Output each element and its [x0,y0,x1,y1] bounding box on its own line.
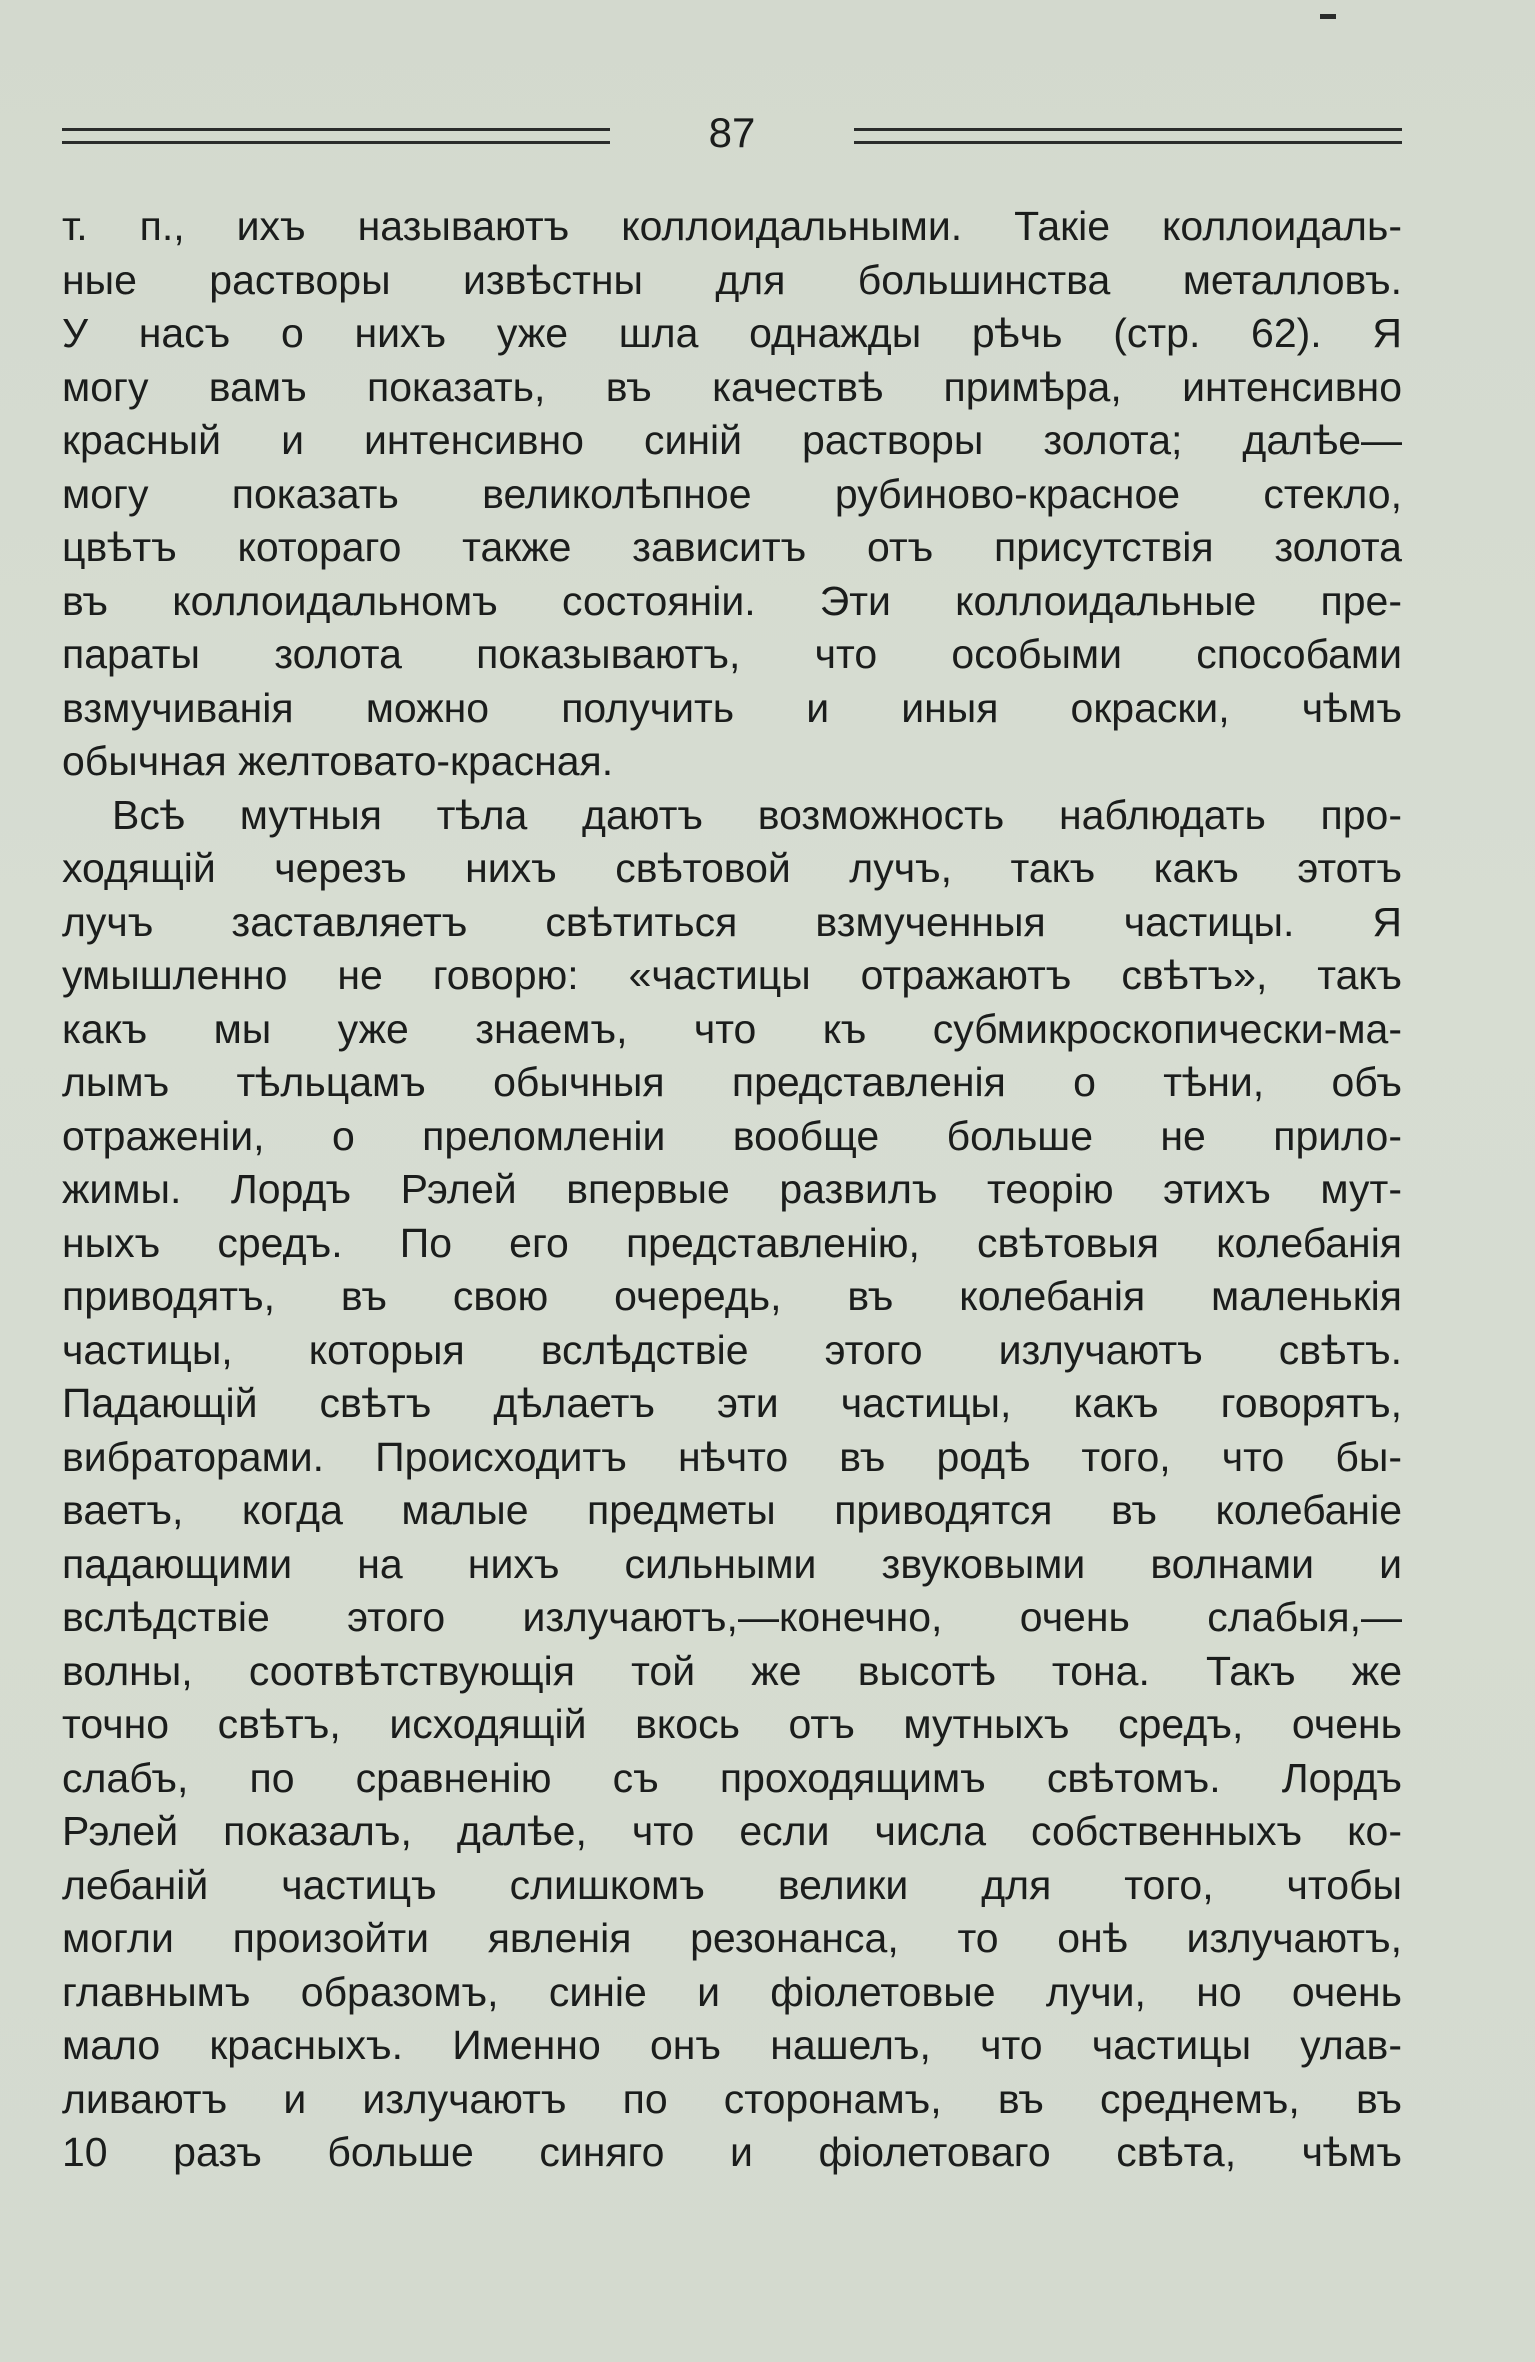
text-line: У насъ о нихъ уже шла однажды рѣчь (стр. 62). Я [62,310,1402,356]
paragraph-2 [62,789,1402,2180]
text-line: умышленно не говорю: «частицы отражаютъ свѣтъ», такъ [62,952,1402,998]
text-line: приводятъ, въ свою очередь, въ колебанія маленькія [62,1273,1402,1319]
text-line: ваетъ, когда малые предметы приводятся въ колебаніе [62,1487,1402,1533]
text-line: ныхъ средъ. По его представленію, свѣтовыя колебанія [62,1219,1402,1266]
text-line: красный и интенсивно синій растворы золота; далѣе— [62,417,1402,463]
text-line: Рэлей показалъ, далѣе, что если числа собственныхъ ко- [62,1808,1402,1854]
text-line: вибраторами. Происходитъ нѣчто въ родѣ того, что бы- [62,1433,1402,1480]
text-line: могли произойти явленія резонанса, то онѣ излучаютъ, [62,1915,1402,1961]
text-line: 10 разъ больше синяго и фіолетоваго свѣта, чѣмъ [62,2129,1402,2175]
text-line: частицы, которыя вслѣдствіе этого излучаютъ свѣтъ. [62,1326,1402,1373]
text-line: слабъ, по сравненію съ проходящимъ свѣтомъ. Лордъ [62,1754,1402,1801]
header-rule-right [854,128,1402,144]
text-line: вслѣдствіе этого излучаютъ,—конечно, очень слабыя,— [62,1594,1402,1640]
text-line: падающими на нихъ сильными звуковыми волнами и [62,1540,1402,1587]
page-number: 87 [708,109,756,156]
text-line: параты золота показываютъ, что особыми способами [62,631,1402,677]
text-line: Всѣ мутныя тѣла даютъ возможность наблюдать про- [112,791,1402,838]
corner-mark [1320,14,1336,19]
text-line: лебаній частицъ слишкомъ велики для того, чтобы [62,1861,1402,1908]
text-line: мало красныхъ. Именно онъ нашелъ, что частицы улав- [62,2022,1402,2068]
page-header [62,108,1402,158]
text-line: отраженіи, о преломленіи вообще больше не прило- [62,1112,1402,1159]
text-line: ливаютъ и излучаютъ по сторонамъ, въ среднемъ, въ [62,2075,1402,2122]
text-line: лымъ тѣльцамъ обычныя представленія о тѣни, объ [62,1059,1402,1105]
body-text [62,200,1402,2180]
text-line: лучъ заставляетъ свѣтиться взмученныя частицы. Я [62,898,1402,945]
header-rule-left [62,128,610,144]
text-line: взмучиванія можно получить и иныя окраски, чѣмъ [62,684,1402,731]
text-line: ные растворы извѣстны для большинства металловъ. [62,256,1402,303]
text-line: точно свѣтъ, исходящій вкось отъ мутныхъ средъ, очень [62,1701,1402,1747]
text-line: цвѣтъ котораго также зависитъ отъ присутствія золота [62,524,1402,570]
text-line: могу показать великолѣпное рубиново-красное стекло, [62,470,1402,517]
text-line: какъ мы уже знаемъ, что къ субмикроскопически-ма- [62,1005,1402,1052]
paragraph-1 [62,200,1402,789]
text-line: могу вамъ показать, въ качествѣ примѣра, интенсивно [62,363,1402,410]
text-line: т. п., ихъ называютъ коллоидальными. Такіе коллоидаль- [62,203,1402,249]
text-line: волны, соотвѣтствующія той же высотѣ тона. Такъ же [62,1647,1402,1694]
text-line: обычная желтовато-красная. [62,738,614,784]
text-line: ходящій черезъ нихъ свѣтовой лучъ, такъ какъ этотъ [62,845,1402,891]
text-line: жимы. Лордъ Рэлей впервые развилъ теорію этихъ мут- [62,1166,1402,1212]
text-line: Падающій свѣтъ дѣлаетъ эти частицы, какъ говорятъ, [62,1380,1402,1426]
text-line: главнымъ образомъ, синіе и фіолетовые лучи, но очень [62,1968,1402,2015]
text-line: въ коллоидальномъ состояніи. Эти коллоидальные пре- [62,577,1402,624]
